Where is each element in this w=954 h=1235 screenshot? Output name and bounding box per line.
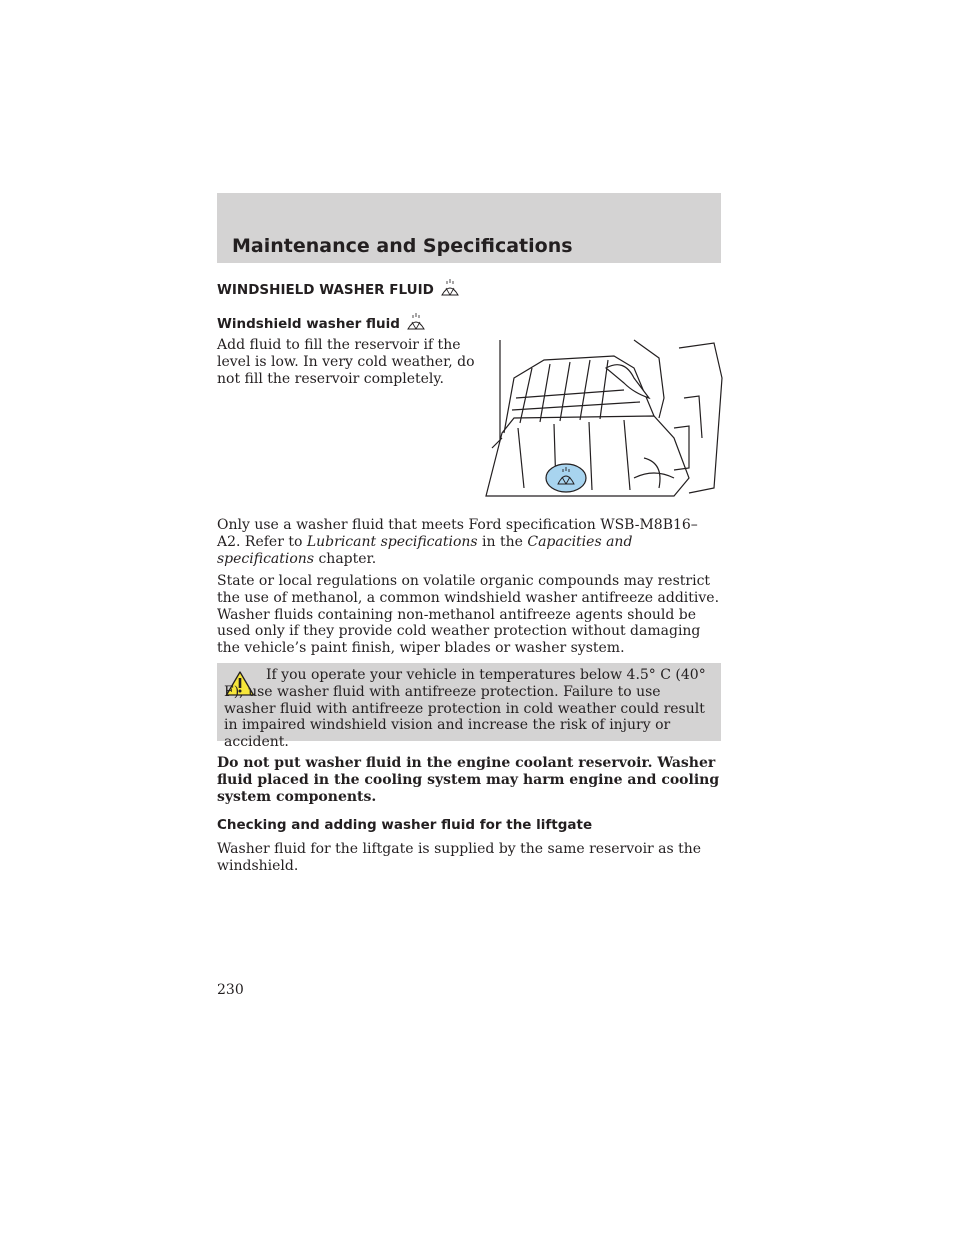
chapter-header [217, 193, 721, 263]
liftgate-heading: Checking and adding washer fluid for the liftgate [217, 817, 593, 833]
section-heading-text: WINDSHIELD WASHER FLUID [217, 282, 434, 298]
intro-paragraph: Add fluid to fill the reservoir if the level is low. In very cold weather, do not fill the reservoir completely. [217, 337, 475, 387]
coolant-caution: Do not put washer fluid in the engine coolant reservoir. Washer fluid placed in the cooling system may harm engine and cooling system components. [217, 755, 720, 805]
regulations-paragraph: State or local regulations on volatile organic compounds may restrict the use of methanol, a common windshield washer antifreeze additive. Washer fluids containing non-methanol antifreeze agents should be used only if they provide cold weather protection without damaging the vehicle’s paint finish, wiper blades or washer system. [217, 573, 720, 657]
warning-box [217, 663, 721, 751]
subsection-heading-text: Windshield washer fluid [217, 316, 400, 332]
page-number: 230 [217, 982, 244, 998]
lubricant-spec-reference: Lubricant specifications [306, 533, 478, 550]
warning-text: If you operate your vehicle in temperatures below 4.5° C (40° F), use washer fluid with antifreeze protection. Failure to use washer fluid with antifreeze protection in cold weather could result in impaired windshield vision and increase the risk of injury or accident. [224, 667, 706, 751]
specification-paragraph [217, 517, 721, 567]
spec-text-2: in the [477, 533, 528, 550]
subsection-heading [217, 312, 427, 336]
spec-text-1: Only use a washer fluid that meets Ford specification WSB-M8B16–A2. Refer to [217, 517, 698, 550]
chapter-title: Maintenance and Specifications [232, 235, 573, 257]
washer-fluid-icon [405, 312, 427, 336]
reservoir-illustration [484, 338, 724, 504]
spec-text-3: chapter. [314, 550, 377, 567]
liftgate-paragraph: Washer fluid for the liftgate is supplied by the same reservoir as the windshield. [217, 841, 702, 874]
section-heading [217, 278, 461, 302]
washer-fluid-icon [439, 278, 461, 302]
capacities-spec-reference: Capacities and specifications [217, 533, 633, 567]
